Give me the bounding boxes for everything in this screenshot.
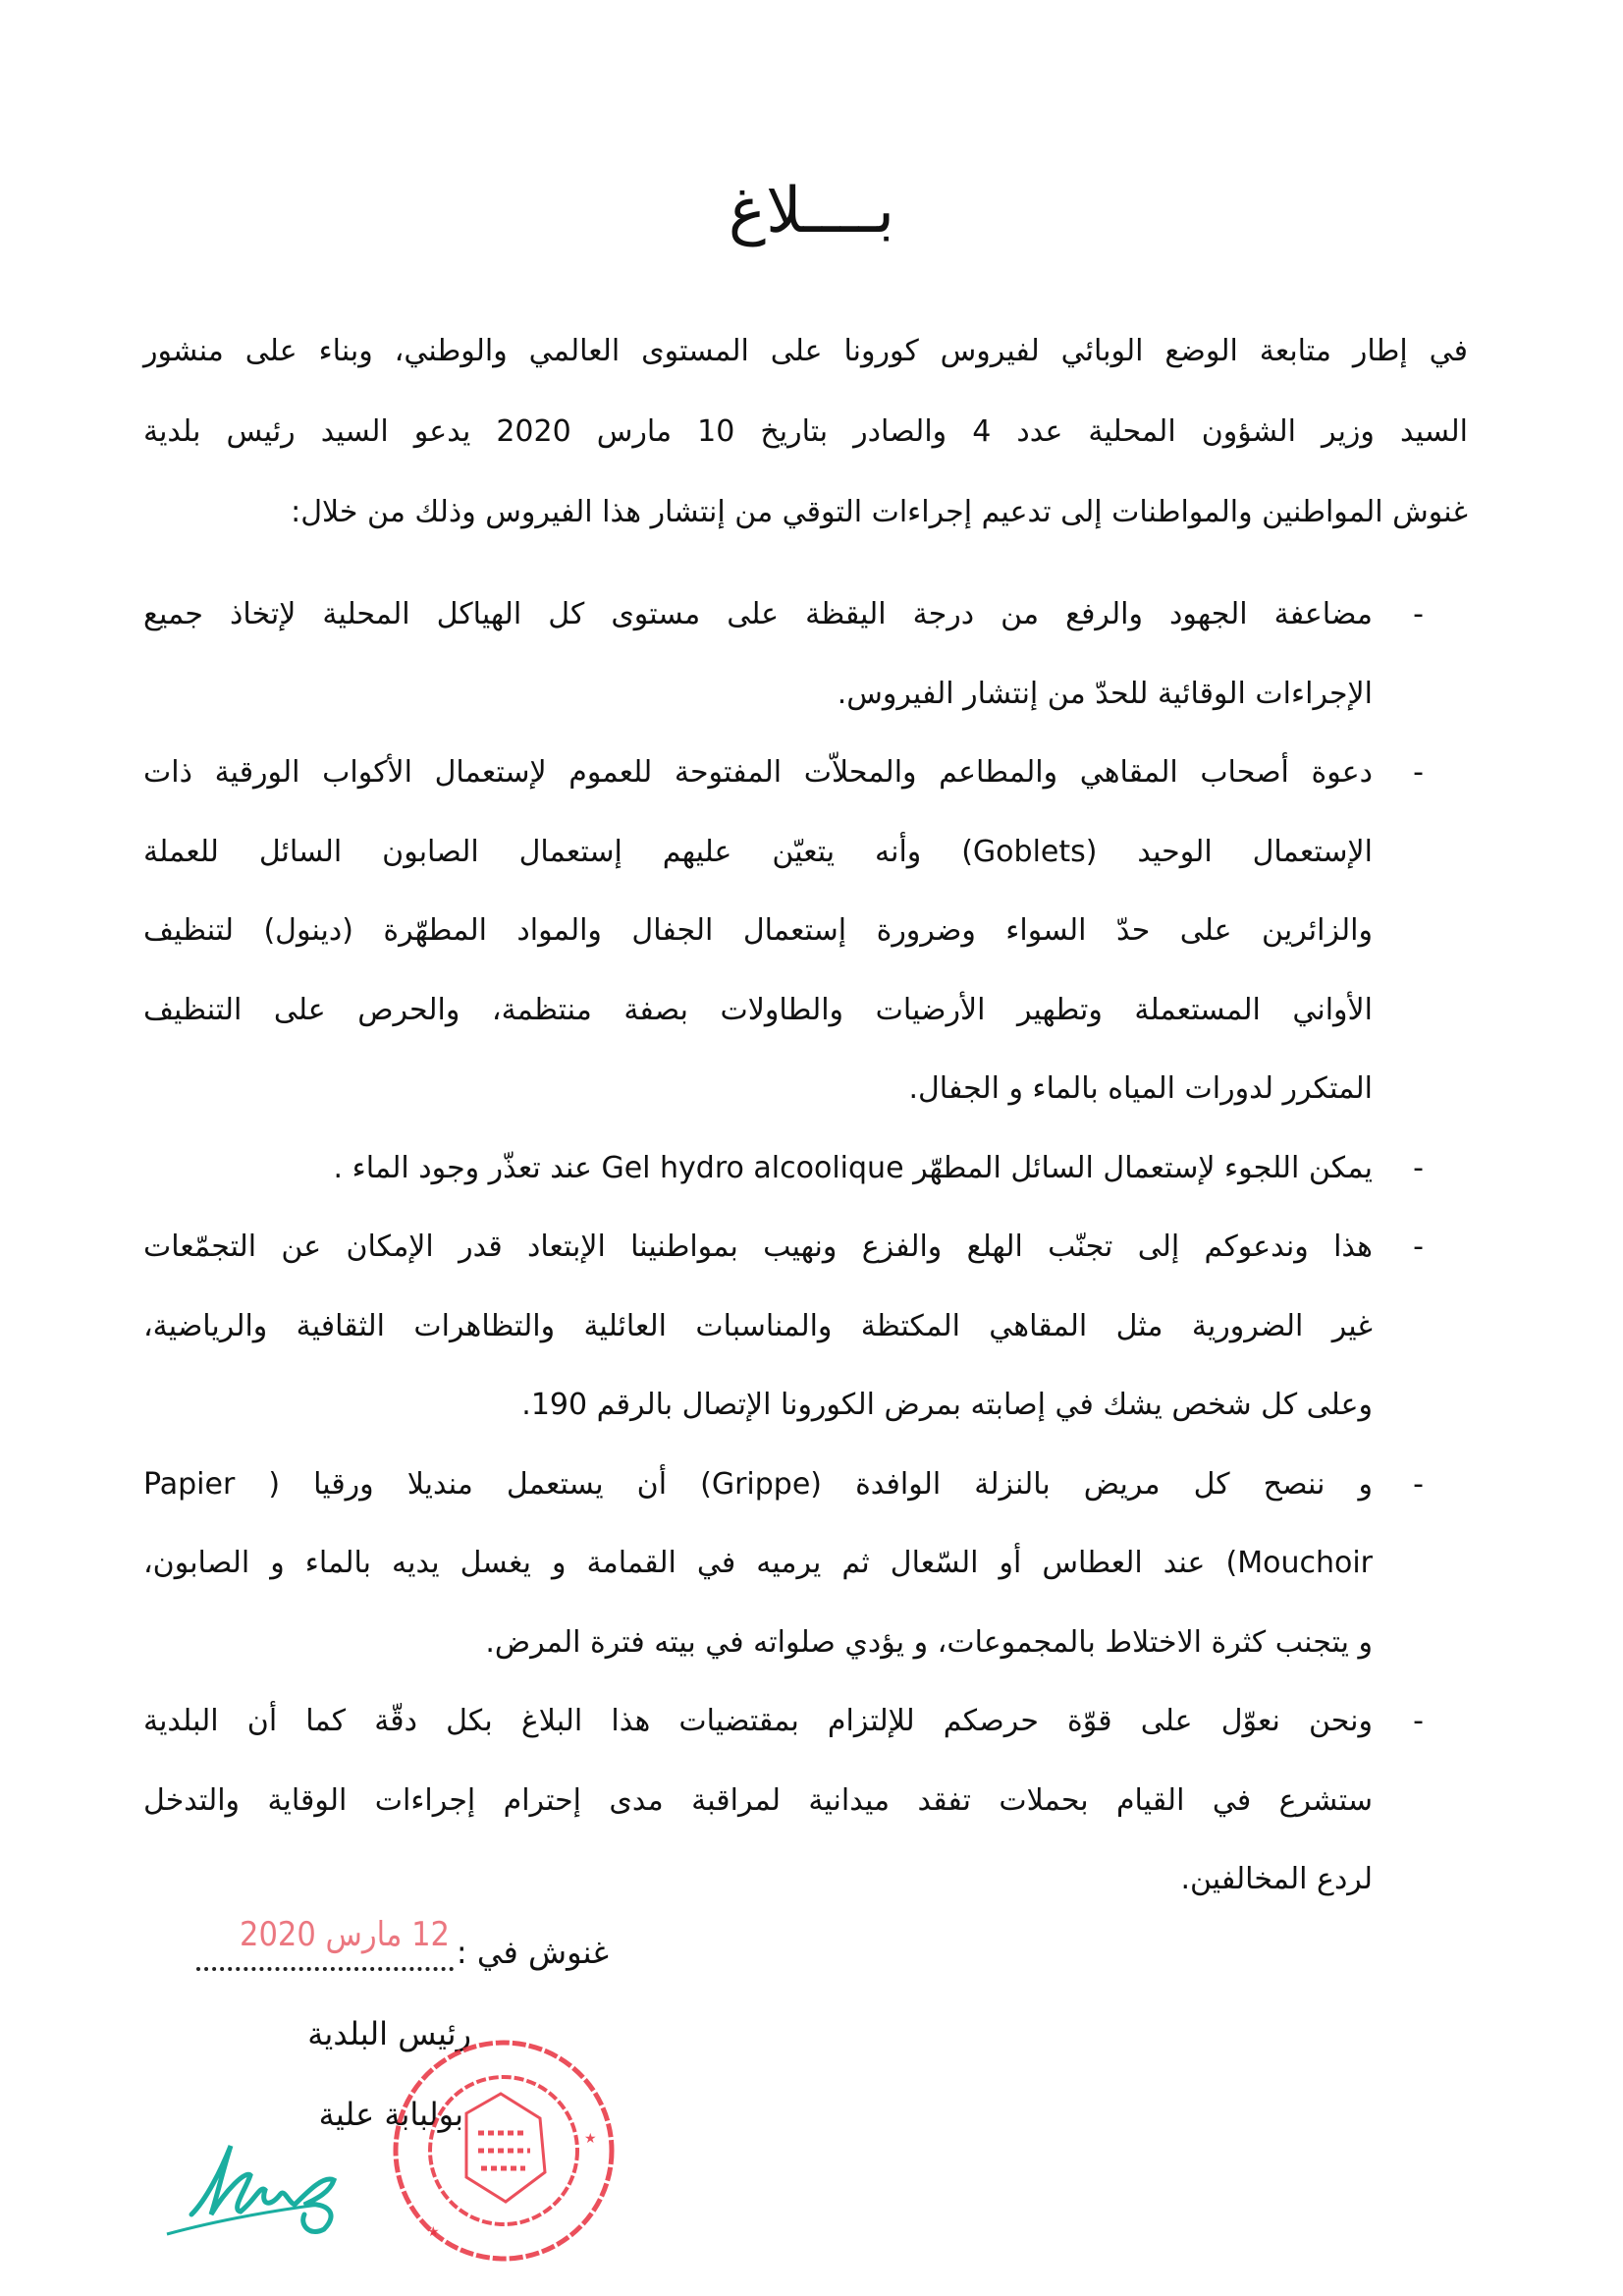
bullet-line: الأواني المستعملة وتطهير الأرضيات والطاولات بصفة منتظمة، والحرص على التنظيف <box>143 992 1373 1027</box>
bullet-line: دعوة أصحاب المقاهي والمطاعم والمحلاّت المفتوحة للعموم لإستعمال الأكواب الورقية ذات <box>143 755 1373 790</box>
document-title: بــــلاغ <box>728 175 895 247</box>
bullet-dash: - <box>1413 1230 1424 1264</box>
signatory-name: بولبابة علية <box>318 2096 463 2133</box>
bullet-line: غير الضرورية مثل المقاهي المكتظة والمناسبات العائلية والتظاهرات الثقافية والرياضية، <box>143 1308 1373 1343</box>
bullet-dash: - <box>1413 1704 1424 1738</box>
bullet-item <box>143 1446 1468 1683</box>
bullet-line: و يتجنب كثرة الاختلاط بالمجموعات، و يؤدي صلواته في بيته فترة المرض. <box>485 1624 1373 1660</box>
bullet-dash: - <box>1413 1150 1424 1185</box>
intro-line: السيد وزير الشؤون المحلية عدد 4 والصادر بتاريخ 10 مارس 2020 يدعو السيد رئيس بلدية <box>143 414 1468 449</box>
svg-text:★: ★ <box>427 2224 440 2240</box>
bullet-line: ستشرع في القيام بحملات تفقد ميدانية لمراقبة مدى إحترام إجراءات الوقاية والتدخل <box>143 1782 1373 1818</box>
bullet-line: لردع المخالفين. <box>1180 1862 1373 1896</box>
bullet-dash: - <box>1413 1466 1424 1502</box>
handwritten-signature <box>162 2131 358 2239</box>
bullet-dash: - <box>1413 597 1424 631</box>
date-stamp: 12 مارس 2020 <box>240 1915 451 1954</box>
bullet-line: Mouchoir) عند العطاس أو السّعال ثم يرميه في القمامة و يغسل يديه بالماء و الصابون، <box>143 1546 1373 1580</box>
bullet-item <box>143 734 1468 1129</box>
bullet-line: يمكن اللجوء لإستعمال السائل المطهّر Gel hydro alcoolique عند تعذّر وجود الماء . <box>333 1150 1373 1185</box>
bullet-item <box>143 1208 1468 1446</box>
bullet-line: مضاعفة الجهود والرفع من درجة اليقظة على مستوى كل الهياكل المحلية لإتخاذ جميع <box>143 597 1373 631</box>
signatory-title: رئيس البلدية <box>307 2015 471 2052</box>
intro-line: غنوش المواطنين والمواطنات إلى تدعيم إجراءات التوقي من إنتشار هذا الفيروس وذلك من خلال: <box>291 495 1468 529</box>
bullet-line: الإستعمال الوحيد (Goblets) وأنه يتعيّن عليهم إستعمال الصابون السائل للعملة <box>143 834 1373 869</box>
intro-line: في إطار متابعة الوضع الوبائي لفيروس كورونا على المستوى العالمي والوطني، وبناء على منشور <box>143 334 1468 368</box>
bullet-line: هذا وندعوكم إلى تجنّب الهلع والفزع ونهيب بمواطنينا الإبتعاد قدر الإمكان عن التجمّعات <box>143 1230 1373 1264</box>
intro-paragraph <box>143 311 1468 553</box>
svg-text:★: ★ <box>584 2131 597 2147</box>
bullet-item <box>143 1682 1468 1920</box>
bullet-line: و ننصح كل مريض بالنزلة الوافدة (Grippe) أن يستعمل منديلا ورقيا ( Papier <box>143 1466 1373 1502</box>
bullet-line: الإجراءات الوقائية للحدّ من إنتشار الفيروس. <box>837 676 1373 711</box>
bullet-line: والزائرين على حدّ السواء وضرورة إستعمال الجفال والمواد المطهّرة (دينول) لتنظيف <box>143 913 1373 948</box>
bullet-list <box>143 575 1468 1920</box>
bullet-item <box>143 575 1468 734</box>
bullet-item <box>143 1129 1468 1209</box>
bullet-line: وعلى كل شخص يشك في إصابته بمرض الكورونا الإتصال بالرقم 190. <box>521 1388 1373 1422</box>
place-label: غنوش في : <box>456 1934 609 1971</box>
official-seal <box>388 2035 620 2267</box>
bullet-line: ونحن نعوّل على قوّة حرصكم للإلتزام بمقتضيات هذا البلاغ بكل دقّة كما أن البلدية <box>143 1704 1373 1738</box>
bullet-line: المتكرر لدورات المياه بالماء و الجفال. <box>908 1071 1373 1106</box>
bullet-dash: - <box>1413 755 1424 790</box>
